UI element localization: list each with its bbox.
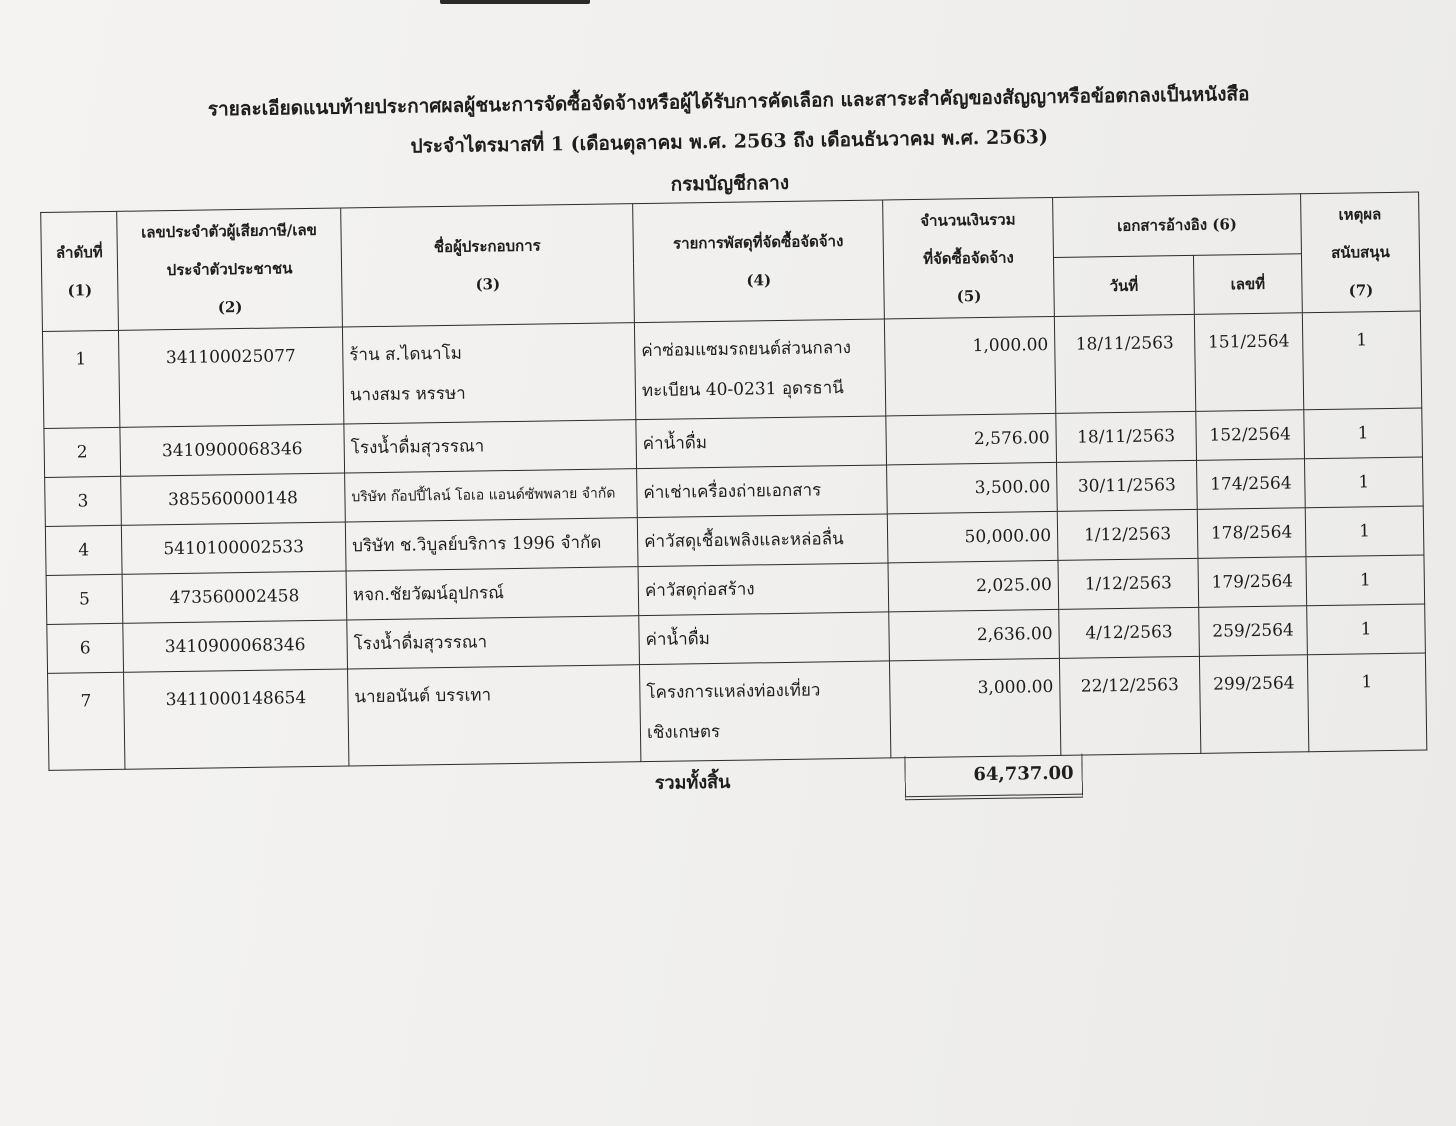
cell-tax-id: 385560000148: [121, 473, 346, 525]
cell-seq: 3: [45, 476, 122, 526]
header-amount-label-b: ที่จัดซื้อจัดจ้าง: [923, 248, 1014, 268]
header-ref-no: เลขที่: [1193, 253, 1302, 314]
cell-item: ค่าน้ำดื่ม: [639, 612, 890, 665]
cell-doc-no: 151/2564: [1194, 313, 1303, 412]
header-reason-label-a: เหตุผล: [1338, 205, 1382, 224]
cell-reason: 1: [1307, 604, 1426, 655]
cell-vendor: หจก.ชัยวัฒน์อุปกรณ์: [346, 567, 639, 620]
cell-item: ค่าวัสดุก่อสร้าง: [638, 563, 889, 616]
header-reason-num: (7): [1348, 281, 1374, 300]
cell-item: ค่าเช่าเครื่องถ่ายเอกสาร: [637, 465, 888, 518]
cell-tax-id: 3410900068346: [123, 620, 348, 672]
cell-seq: 5: [46, 574, 123, 624]
cell-vendor: นายอนันต์ บรรเทา: [348, 665, 641, 766]
cell-amount: 2,636.00: [889, 609, 1060, 661]
cell-seq: 7: [48, 672, 125, 770]
item-line-1: โครงการแหล่งท่องเที่ยว: [646, 680, 821, 704]
header-reason: [1301, 192, 1421, 313]
cell-reason: 1: [1306, 555, 1425, 606]
cell-doc-no: 259/2564: [1199, 606, 1308, 657]
cell-doc-no: 299/2564: [1199, 655, 1308, 754]
cell-reason: 1: [1304, 408, 1423, 459]
cell-tax-id: 5410100002533: [121, 522, 346, 574]
cell-tax-id: 341100025077: [118, 327, 343, 427]
cell-seq: 6: [47, 623, 124, 673]
vendor-contact: นางสมร หรรษา: [349, 383, 466, 406]
header-tax-id-label-b: ประจำตัวประชาชน: [166, 259, 293, 280]
vendor-name: ร้าน ส.ไดนาโม: [349, 343, 463, 366]
cell-doc-no: 174/2564: [1197, 459, 1306, 510]
cell-reason: 1: [1302, 311, 1421, 410]
cell-date: 18/11/2563: [1056, 411, 1197, 462]
cell-tax-id: 473560002458: [122, 571, 347, 623]
cell-doc-no: 179/2564: [1198, 557, 1307, 608]
cell-amount: 1,000.00: [884, 316, 1055, 416]
cell-reason: 1: [1305, 506, 1424, 557]
header-seq-label: ลำดับที่: [55, 243, 103, 262]
cell-item: [639, 661, 890, 762]
header-tax-id: [117, 208, 343, 330]
cell-amount: 2,025.00: [888, 560, 1059, 612]
cell-item: [634, 319, 885, 420]
header-amount-num: (5): [956, 287, 982, 306]
cell-vendor: บริษัท ก๊อปปี้ไลน์ โอเอ แอนด์ซัพพลาย จำกัด: [345, 469, 638, 522]
header-item-num: (4): [746, 271, 772, 290]
cell-date: 22/12/2563: [1059, 656, 1200, 755]
cell-reason: 1: [1305, 457, 1424, 508]
cell-date: 18/11/2563: [1054, 314, 1195, 413]
header-item: [633, 200, 885, 323]
header-seq: [41, 211, 119, 331]
cell-doc-no: 152/2564: [1196, 410, 1305, 461]
header-amount: [883, 197, 1055, 319]
cell-amount: 50,000.00: [887, 511, 1058, 563]
cell-vendor: โรงน้ำดื่มสุวรรณา: [347, 616, 640, 669]
cell-vendor: [342, 323, 635, 424]
total-label: รวมทั้งสิ้น: [654, 771, 731, 794]
cell-date: 1/12/2563: [1058, 558, 1199, 609]
department-name: กรมบัญชีกลาง: [670, 171, 790, 196]
cell-vendor: บริษัท ช.วิบูลย์บริการ 1996 จำกัด: [345, 518, 638, 571]
cell-reason: 1: [1307, 653, 1426, 752]
header-tax-id-num: (2): [217, 297, 243, 317]
cell-seq: 4: [45, 525, 122, 575]
cell-item: ค่าวัสดุเชื้อเพลิงและหล่อลื่น: [637, 514, 888, 567]
header-amount-label-a: จำนวนเงินรวม: [920, 210, 1016, 230]
cell-amount: 3,500.00: [887, 462, 1058, 514]
total-amount: 64,737.00: [904, 754, 1083, 801]
header-ref-date: วันที่: [1053, 255, 1194, 317]
header-reason-label-b: สนับสนุน: [1331, 242, 1390, 262]
cell-date: 4/12/2563: [1059, 607, 1200, 658]
item-line-2: ทะเบียน 40-0231 อุดรธานี: [641, 378, 844, 402]
document: [38, 44, 1429, 815]
header-seq-num: (1): [67, 281, 93, 300]
cell-tax-id: 3411000148654: [124, 669, 349, 769]
cell-doc-no: 178/2564: [1197, 508, 1306, 559]
cell-amount: 3,000.00: [889, 658, 1060, 758]
header-ref-doc: เอกสารอ้างอิง (6): [1053, 194, 1302, 257]
cell-date: 30/11/2563: [1057, 460, 1198, 511]
scan-edge-mark: [440, 0, 590, 4]
header-tax-id-label-a: เลขประจำตัวผู้เสียภาษี/เลข: [141, 220, 317, 242]
cell-vendor: โรงน้ำดื่มสุวรรณา: [344, 420, 637, 473]
cell-seq: 2: [44, 427, 121, 477]
document-title: รายละเอียดแนบท้ายประกาศผลผู้ชนะการจัดซื้อจัดจ้างหรือผู้ได้รับการคัดเลือก และสาระสำคัญของสัญญาหรือข้อตกลงเป็นหนังสือ: [207, 83, 1250, 121]
header-vendor-label: ชื่อผู้ประกอบการ: [433, 236, 541, 257]
header-item-label: รายการพัสดุที่จัดซื้อจัดจ้าง: [672, 232, 844, 253]
cell-item: ค่าน้ำดื่ม: [636, 416, 887, 469]
cell-tax-id: 3410900068346: [120, 424, 345, 476]
header-vendor-num: (3): [475, 275, 501, 294]
header-vendor: [341, 204, 635, 327]
item-line-2: เชิงเกษตร: [646, 721, 721, 744]
cell-amount: 2,576.00: [886, 413, 1057, 465]
document-period: ประจำไตรมาสที่ 1 (เดือนตุลาคม พ.ศ. 2563 ถึง เดือนธันวาคม พ.ศ. 2563): [410, 126, 1049, 158]
cell-date: 1/12/2563: [1057, 509, 1198, 560]
item-line-1: ค่าซ่อมแซมรถยนต์ส่วนกลาง: [641, 337, 852, 362]
cell-seq: 1: [42, 330, 119, 428]
procurement-table: [40, 192, 1427, 771]
